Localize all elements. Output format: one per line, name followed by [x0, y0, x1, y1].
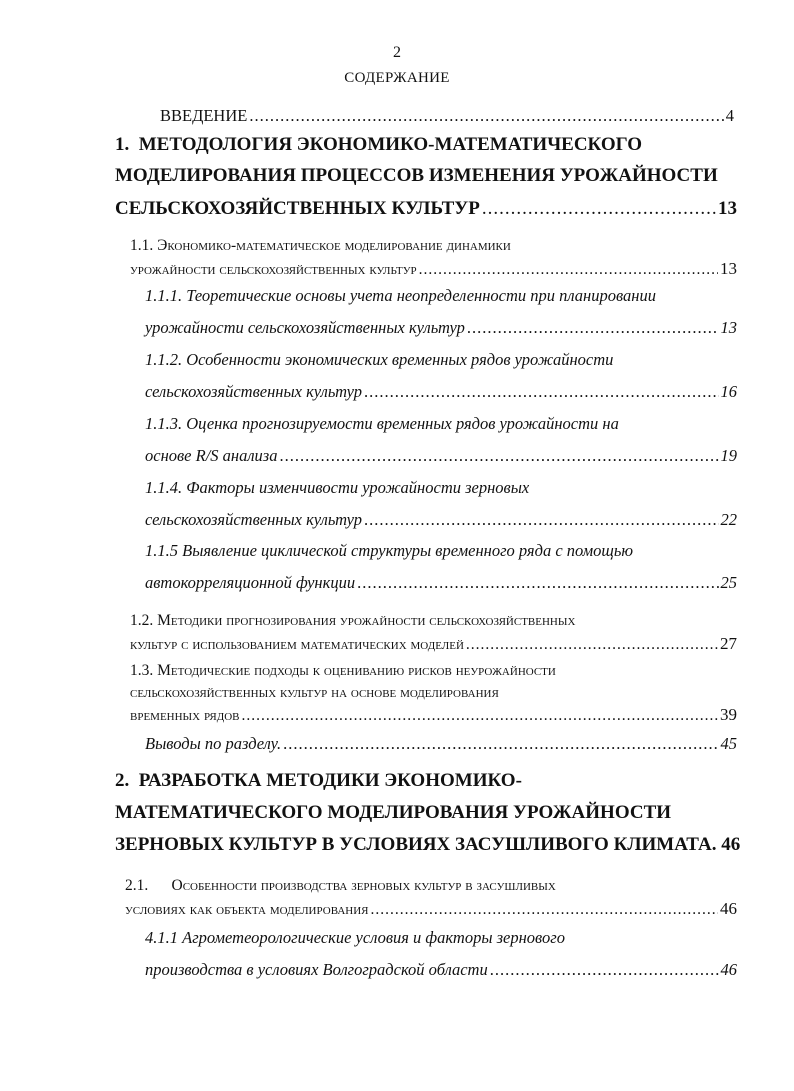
chapter-number: 2. — [115, 770, 130, 791]
toc-subsection-1-1-4-line-2[interactable] — [145, 510, 737, 530]
toc-page-number: 46 — [721, 834, 741, 855]
toc-subsection-1-1-5-line-1[interactable]: 1.1.5 Выявление циклической структуры временного ряда с помощью — [145, 541, 634, 560]
toc-subsection-1-1-5-line-2[interactable] — [145, 573, 737, 593]
toc-chapter-1-line-1[interactable] — [115, 134, 642, 156]
toc-page-number: 46 — [720, 899, 737, 918]
dot-leader — [249, 106, 723, 126]
dot-leader — [467, 318, 719, 338]
dot-leader — [482, 198, 716, 220]
toc-section-2-1-line-2[interactable] — [125, 899, 737, 919]
toc-subsection-1-1-4-line-1[interactable]: 1.1.4. Факторы изменчивости урожайности зерновых — [145, 478, 530, 497]
chapter-title-line-1: РАЗРАБОТКА МЕТОДИКИ ЭКОНОМИКО- — [138, 770, 522, 791]
toc-subsection-1-1-2-line-2[interactable] — [145, 382, 737, 402]
dot-leader — [364, 382, 718, 402]
page-title: СОДЕРЖАНИЕ — [344, 70, 450, 86]
toc-page-number: 46 — [720, 960, 737, 979]
chapter-title-line-1: МЕТОДОЛОГИЯ ЭКОНОМИКО-МАТЕМАТИЧЕСКОГО — [138, 134, 643, 155]
toc-page-number: 13 — [720, 259, 737, 278]
toc-section-1-3-line-2: сельскохозяйственных культур на основе моделирования — [130, 684, 499, 701]
toc-subsection-1-1-1-line-1[interactable]: 1.1.1. Теоретические основы учета неопределенности при планировании — [145, 286, 656, 305]
toc-page-number: 19 — [720, 446, 737, 465]
dot-leader — [490, 960, 719, 980]
toc-page-number: 13 — [720, 318, 737, 337]
section-title-line-2: условиях как объекта моделирования — [125, 901, 369, 918]
toc-subsection-1-1-2-line-1[interactable]: 1.1.2. Особенности экономических временных рядов урожайности — [145, 350, 614, 369]
toc-chapter-2-line-1[interactable] — [115, 770, 522, 792]
toc-page-number: 39 — [720, 705, 737, 724]
toc-section-1-1-line-1[interactable]: 1.1. Экономико-математическое моделирование динамики — [130, 237, 511, 254]
section-title-line-2: урожайности сельскохозяйственных культур — [130, 261, 417, 278]
subsection-title-line-2: сельскохозяйственных культур — [145, 510, 363, 529]
toc-subsection-1-1-3-line-2[interactable] — [145, 446, 737, 466]
section-title-line-3: временных рядов — [130, 707, 240, 724]
subsection-title-line-2: автокорреляционной функции — [145, 573, 356, 592]
toc-chapter-1-line-3[interactable] — [115, 198, 737, 220]
subsection-title-line-2: основе R/S анализа — [145, 446, 278, 465]
toc-entry-conclusions[interactable] — [145, 734, 737, 754]
toc-page-number: 45 — [720, 734, 737, 753]
toc-chapter-2-line-3[interactable] — [115, 834, 740, 856]
dot-leader — [357, 573, 718, 593]
toc-section-2-1-line-1[interactable] — [125, 877, 556, 895]
toc-page-number: 16 — [720, 382, 737, 401]
chapter-title-line-3: ЗЕРНОВЫХ КУЛЬТУР В УСЛОВИЯХ ЗАСУШЛИВОГО КЛИМАТА. — [115, 834, 717, 855]
toc-section-1-3-line-3[interactable] — [130, 705, 737, 725]
dot-leader — [364, 510, 718, 530]
dot-leader — [283, 734, 718, 754]
toc-page-number: 13 — [718, 198, 737, 219]
toc-section-1-3-line-1[interactable]: 1.3. Методические подходы к оцениванию рисков неурожайности — [130, 662, 556, 679]
toc-section-1-2-line-1[interactable]: 1.2. Методики прогнозирования урожайности сельскохозяйственных — [130, 612, 576, 629]
page-number: 2 — [393, 44, 401, 61]
toc-subsection-4-1-1-line-2[interactable] — [145, 960, 737, 980]
subsection-title-line-2: сельскохозяйственных культур — [145, 382, 363, 401]
chapter-number: 1. — [115, 134, 130, 155]
toc-subsection-1-1-1-line-2[interactable] — [145, 318, 737, 338]
dot-leader — [242, 707, 718, 725]
section-title-line-1: Особенности производства зерновых культур в засушливых — [171, 877, 556, 894]
toc-page-number: 4 — [725, 106, 734, 125]
toc-entry-title: ВВЕДЕНИЕ — [160, 106, 248, 125]
chapter-title-line-2: МАТЕМАТИЧЕСКОГО МОДЕЛИРОВАНИЯ УРОЖАЙНОСТИ — [115, 802, 672, 823]
toc-entry-intro[interactable] — [160, 106, 734, 126]
toc-page-number: 25 — [720, 573, 737, 592]
section-title-line-2: культур с использованием математических моделей — [130, 636, 464, 653]
toc-section-1-1-line-2[interactable] — [130, 259, 737, 279]
section-number: 2.1. — [125, 877, 149, 894]
dot-leader — [419, 261, 718, 279]
dot-leader — [279, 446, 718, 466]
chapter-title-line-3: СЕЛЬСКОХОЗЯЙСТВЕННЫХ КУЛЬТУР — [115, 198, 480, 219]
dot-leader — [466, 636, 718, 654]
toc-subsection-4-1-1-line-1[interactable]: 4.1.1 Агрометеорологические условия и факторы зернового — [145, 928, 565, 947]
subsection-title-line-2: производства в условиях Волгоградской области — [145, 960, 488, 979]
conclusions-title: Выводы по разделу. — [145, 734, 282, 753]
toc-subsection-1-1-3-line-1[interactable]: 1.1.3. Оценка прогнозируемости временных рядов урожайности на — [145, 414, 619, 433]
chapter-title-line-2: МОДЕЛИРОВАНИЯ ПРОЦЕССОВ ИЗМЕНЕНИЯ УРОЖАЙНОСТИ — [115, 165, 718, 186]
toc-page-number: 22 — [720, 510, 737, 529]
toc-section-1-2-line-2[interactable] — [130, 634, 737, 654]
subsection-title-line-2: урожайности сельскохозяйственных культур — [145, 318, 465, 337]
toc-page-number: 27 — [720, 634, 737, 653]
dot-leader — [371, 901, 718, 919]
